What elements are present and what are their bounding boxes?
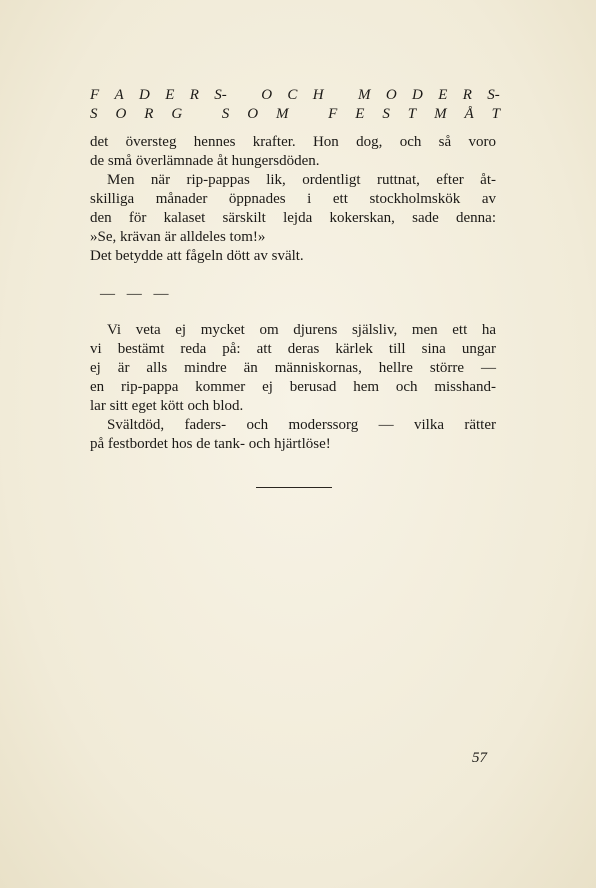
text-line: »Se, krävan är alldeles tom!»: [90, 229, 266, 245]
title-letter: S: [221, 106, 230, 122]
text-line: en rip-pappa kommer ej berusad hem och misshand-: [90, 379, 496, 395]
title-letter: O: [115, 106, 127, 122]
text-line: de små överlämnade åt hungersdöden.: [90, 153, 320, 169]
title-letter: R: [462, 87, 472, 103]
title-letter: F: [90, 87, 100, 103]
title-letter: D: [412, 87, 423, 103]
title-gap: [200, 106, 204, 123]
title-letter: A: [114, 87, 124, 103]
body-text-upper: [90, 133, 496, 266]
title-letter: M: [358, 87, 371, 103]
text-line: det översteg hennes krafter. Hon dog, och så voro: [90, 134, 496, 150]
body-text-lower: [90, 321, 496, 454]
title-letter: S: [382, 106, 390, 122]
page-number: 57: [472, 750, 487, 766]
title-letter: O: [385, 87, 397, 103]
title-letter: G: [171, 106, 183, 122]
title-gap: [242, 87, 246, 104]
title-letter: T: [491, 106, 500, 122]
title-letter: F: [328, 106, 338, 122]
title-letter: E: [355, 106, 365, 122]
title-letter: S-: [487, 87, 500, 103]
text-line: på festbordet hos de tank- och hjärtlöse!: [90, 436, 331, 452]
title-letter: E: [438, 87, 448, 103]
title-letter: M: [434, 106, 447, 122]
title-letter: E: [165, 87, 175, 103]
text-line: Vi veta ej mycket om djurens själsliv, men ett ha: [107, 322, 496, 338]
text-line: ej är alls mindre än människornas, hellre större —: [90, 360, 496, 376]
title-letter: O: [261, 87, 273, 103]
text-line: Det betydde att fågeln dött av svält.: [90, 248, 304, 264]
text-line: skilliga månader öppnades i ett stockholmskök av: [90, 191, 496, 207]
title-letter: S: [90, 106, 98, 122]
text-line: den för kalaset särskilt lejda kokerskan, sade denna:: [90, 210, 496, 226]
text-line: Men när rip-pappas lik, ordentligt ruttnat, efter åt-: [107, 172, 496, 188]
title-letter: O: [247, 106, 259, 122]
title-letter: R: [144, 106, 154, 122]
title-letter: H: [312, 87, 324, 103]
title-gap: [306, 106, 310, 123]
chapter-title-line-2: [90, 106, 500, 123]
title-letter: S-: [214, 87, 227, 103]
title-letter: D: [139, 87, 150, 103]
title-letter: T: [407, 106, 417, 122]
title-letter: Å: [464, 106, 474, 122]
title-letter: M: [276, 106, 289, 122]
text-line: lar sitt eget kött och blod.: [90, 398, 244, 414]
text-line: vi bestämt reda på: att deras kärlek till sina ungar: [90, 341, 496, 357]
text-line: Svältdöd, faders- och moderssorg — vilka rätter: [107, 417, 496, 433]
section-dashes: — — —: [100, 286, 173, 302]
chapter-title-line-1: [90, 87, 500, 104]
section-end-rule: [256, 487, 332, 488]
title-gap: [339, 87, 343, 104]
title-letter: R: [189, 87, 199, 103]
title-letter: C: [287, 87, 298, 103]
